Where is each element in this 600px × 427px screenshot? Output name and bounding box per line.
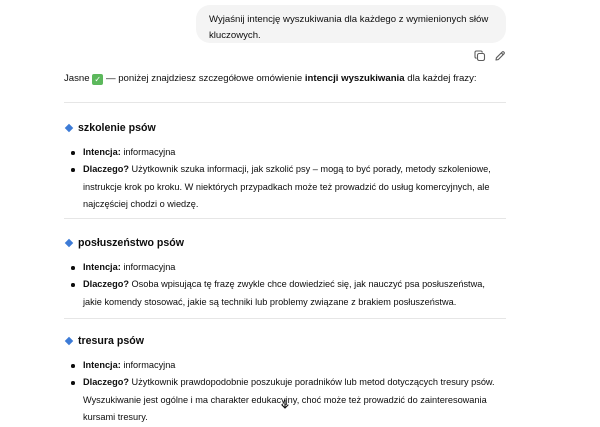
keyword-section	[64, 333, 506, 427]
why-item: Dlaczego? Osoba wpisująca tę frazę zwykle chce dowiedzieć się, jak nauczyć psa posłuszeństwa, jakie komendy stosować, jakie są techniki lub problemy związane z brakiem posłuszeństwa.	[83, 276, 506, 311]
why-item: Dlaczego? Użytkownik prawdopodobnie poszukuje poradników lub metod dotyczących tresury psów. Wyszukiwanie jest ogólne i ma charakter edukacyjny, choć może też prowadzić do zainteresowania kursami tresury.	[83, 374, 506, 426]
blue-diamond-icon	[65, 337, 73, 345]
blue-diamond-icon	[65, 124, 73, 132]
blue-diamond-icon	[65, 239, 73, 247]
check-mark-emoji-icon: ✓	[92, 74, 103, 85]
divider	[64, 218, 506, 219]
intent-item: Intencja: informacyjna	[83, 357, 506, 374]
keyword-section	[64, 235, 506, 311]
edit-pencil-icon[interactable]	[494, 50, 506, 62]
section-title: szkolenie psów	[64, 120, 506, 136]
intent-item: Intencja: informacyjna	[83, 144, 506, 161]
bullet-list	[64, 357, 506, 427]
section-title: tresura psów	[64, 333, 506, 349]
bullet-list	[64, 259, 506, 311]
divider	[64, 318, 506, 319]
intent-item: Intencja: informacyjna	[83, 259, 506, 276]
keyword-section	[64, 120, 506, 214]
why-item: Dlaczego? Użytkownik szuka informacji, jak szkolić psy – mogą to być porady, metody szkoleniowe, instrukcje krok po kroku. W niektórych przypadkach może też prowadzić do usług komercyjnych, ale najczęściej chodzi o wiedzę.	[83, 161, 506, 213]
copy-icon[interactable]	[474, 50, 486, 62]
message-actions	[474, 50, 506, 62]
user-message-bubble: Wyjaśnij intencję wyszukiwania dla każdego z wymienionych słów kluczowych.	[196, 5, 506, 43]
scroll-to-bottom-button[interactable]	[278, 397, 292, 411]
assistant-intro: Jasne ✓ — poniżej znajdziesz szczegółowe omówienie intencji wyszukiwania dla każdej frazy:	[64, 73, 477, 84]
divider	[64, 102, 506, 103]
bullet-list	[64, 144, 506, 214]
arrow-down-icon	[280, 399, 290, 409]
section-title: posłuszeństwo psów	[64, 235, 506, 251]
